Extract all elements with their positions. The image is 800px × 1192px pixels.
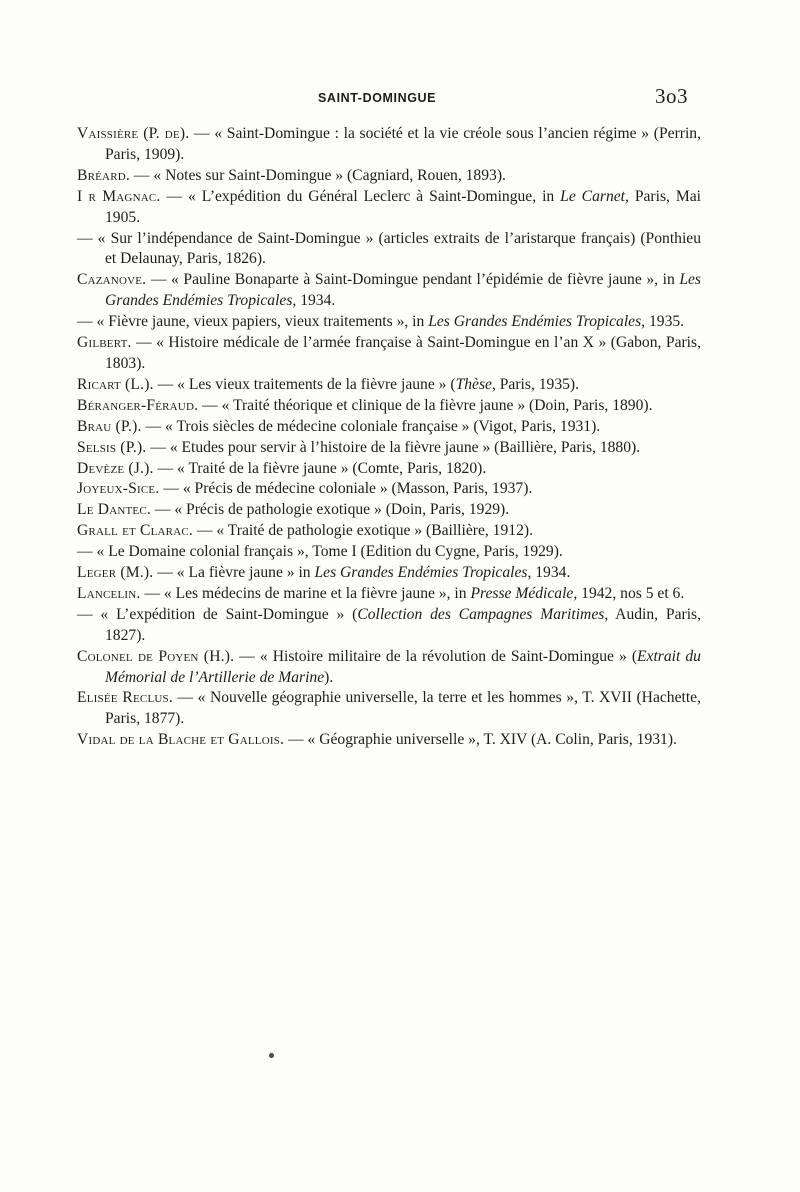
entry-text-end: , 1935. xyxy=(641,313,685,331)
bibliography-entry xyxy=(77,479,701,500)
ink-speck xyxy=(269,1053,274,1058)
entry-text: — « Les vieux traitements de la fièvre jaune » ( xyxy=(153,375,456,393)
entry-title-italic: Les Grandes Endémies Tropicales xyxy=(314,564,528,582)
entry-author: Lancelin. xyxy=(77,584,141,602)
entry-text: — « Nouvelle géographie universelle, la terre et les hommes », T. XVII (Hachette, Paris, 1877). xyxy=(105,689,701,728)
entry-text: — « L’expédition de Saint-Domingue » ( xyxy=(77,605,358,623)
entry-text: — « Sur l’indépendance de Saint-Domingue » (articles extraits de l’aristarque français) (Ponthieu et Delaunay, Paris, 1826). xyxy=(77,229,701,268)
entry-author: Brau (P.). xyxy=(77,417,142,435)
bibliography-entry xyxy=(77,521,701,542)
entry-text-end: , Audin, Paris, 1827). xyxy=(105,605,701,644)
entry-text: — « Histoire militaire de la révolution de Saint-Domingue » ( xyxy=(234,647,638,665)
entry-author: Gilbert. xyxy=(77,334,132,352)
bibliography-entry xyxy=(77,124,701,166)
bibliography-entry xyxy=(77,187,701,229)
entry-author: Grall et Clarac. xyxy=(77,522,193,540)
entry-title-italic: Thèse xyxy=(455,375,492,393)
entry-text: — « Saint-Domingue : la société et la vie créole sous l’ancien régime » (Perrin, Paris, 1909). xyxy=(105,125,701,163)
entry-text: — « Traité de la fièvre jaune » (Comte, Paris, 1820). xyxy=(153,459,487,477)
entry-text: — « L’expédition du Général Leclerc à Saint-Domingue, in xyxy=(160,187,561,205)
entry-author: Bréard. xyxy=(77,166,130,184)
entry-text: — « Précis de pathologie exotique » (Doin, Paris, 1929). xyxy=(150,501,510,519)
entry-author: Devèze (J.). xyxy=(77,459,154,477)
entry-text: — « Etudes pour servir à l’histoire de la fièvre jaune » (Baillière, Paris, 1880). xyxy=(146,438,641,456)
entry-text-end: , Paris, Mai 1905. xyxy=(105,187,701,226)
entry-text: — « Pauline Bonaparte à Saint-Domingue pendant l’épidémie de fièvre jaune », in xyxy=(146,271,680,289)
bibliography-entry xyxy=(77,688,701,730)
entry-title-italic: Extrait du Mémorial de l’Artillerie de Marine xyxy=(105,647,701,686)
entry-author: Ricart (L.). xyxy=(77,375,154,393)
bibliography-entry xyxy=(77,542,701,563)
bibliography-entry xyxy=(77,229,701,271)
bibliography-entry xyxy=(77,605,701,647)
bibliography-entry xyxy=(77,417,701,438)
entry-text: — « Géographie universelle », T. XIV (A. Colin, Paris, 1931). xyxy=(284,731,677,749)
entry-text: — « La fièvre jaune » in xyxy=(153,564,315,582)
entry-title-italic: Presse Médicale xyxy=(470,584,574,602)
running-head xyxy=(0,84,800,110)
entry-title-italic: Le Carnet xyxy=(560,187,625,205)
entry-text-end: , Paris, 1935). xyxy=(491,375,580,393)
bibliography-entry xyxy=(77,396,701,417)
entry-text-end: ). xyxy=(324,668,334,686)
entry-author: Cazanove. xyxy=(77,271,147,289)
bibliography-entry xyxy=(77,270,701,312)
entry-author: Vaissière (P. de). xyxy=(77,125,190,142)
entry-title-italic: Collection des Campagnes Maritimes xyxy=(357,605,605,623)
bibliography-entry xyxy=(77,563,701,584)
entry-author: Béranger-Féraud. xyxy=(77,396,199,414)
entry-text: — « Notes sur Saint-Domingue » (Cagniard, Rouen, 1893). xyxy=(129,166,506,184)
entry-author: Elisée Reclus. xyxy=(77,689,173,707)
page-number: 3o3 xyxy=(655,84,688,108)
bibliography-entry xyxy=(77,333,701,375)
bibliography-entry xyxy=(77,500,701,521)
entry-author: Selsis (P.). xyxy=(77,438,147,456)
entry-text: — « Traité théorique et clinique de la fièvre jaune » (Doin, Paris, 1890). xyxy=(198,396,653,414)
entry-title-italic: Les Grandes Endémies Tropicales xyxy=(105,271,701,310)
bibliography-entry xyxy=(77,459,701,480)
entry-author: Leger (M.). xyxy=(77,564,154,582)
bibliography-entry xyxy=(77,584,701,605)
entry-text: — « Précis de médecine coloniale » (Masson, Paris, 1937). xyxy=(159,480,533,498)
entry-text-end: , 1934. xyxy=(527,564,571,582)
entry-text-end: , 1934. xyxy=(292,292,336,310)
bibliography-entry xyxy=(77,438,701,459)
entry-author: Joyeux-Sice. xyxy=(77,480,160,498)
entry-text: — « Les médecins de marine et la fièvre jaune », in xyxy=(140,584,471,602)
entry-author: Le Dantec. xyxy=(77,501,151,519)
bibliography-entry xyxy=(77,647,701,689)
bibliography-entry xyxy=(77,375,701,396)
bibliography-entry xyxy=(77,730,701,751)
entry-title-italic: Les Grandes Endémies Tropicales xyxy=(428,313,642,331)
bibliography-entry xyxy=(77,312,701,333)
entry-text: — « Traité de pathologie exotique » (Baillière, 1912). xyxy=(193,522,533,540)
bibliography-entry xyxy=(77,166,701,187)
entry-text: — « Le Domaine colonial français », Tome I (Edition du Cygne, Paris, 1929). xyxy=(77,543,563,561)
entry-author: Colonel de Poyen (H.). xyxy=(77,647,235,665)
entry-text-end: , 1942, nos 5 et 6. xyxy=(573,584,685,602)
entry-text: — « Histoire médicale de l’armée française à Saint-Domingue en l’an X » (Gabon, Paris, 1803). xyxy=(105,334,701,372)
bibliography-list xyxy=(77,124,701,751)
running-title: SAINT-DOMINGUE xyxy=(318,91,437,105)
entry-text: — « Fièvre jaune, vieux papiers, vieux traitements », in xyxy=(77,313,429,331)
entry-author: Vidal de la Blache et Gallois. xyxy=(77,731,285,749)
entry-text: — « Trois siècles de médecine coloniale française » (Vigot, Paris, 1931). xyxy=(141,417,601,435)
entry-author: I r Magnac. xyxy=(77,187,161,205)
